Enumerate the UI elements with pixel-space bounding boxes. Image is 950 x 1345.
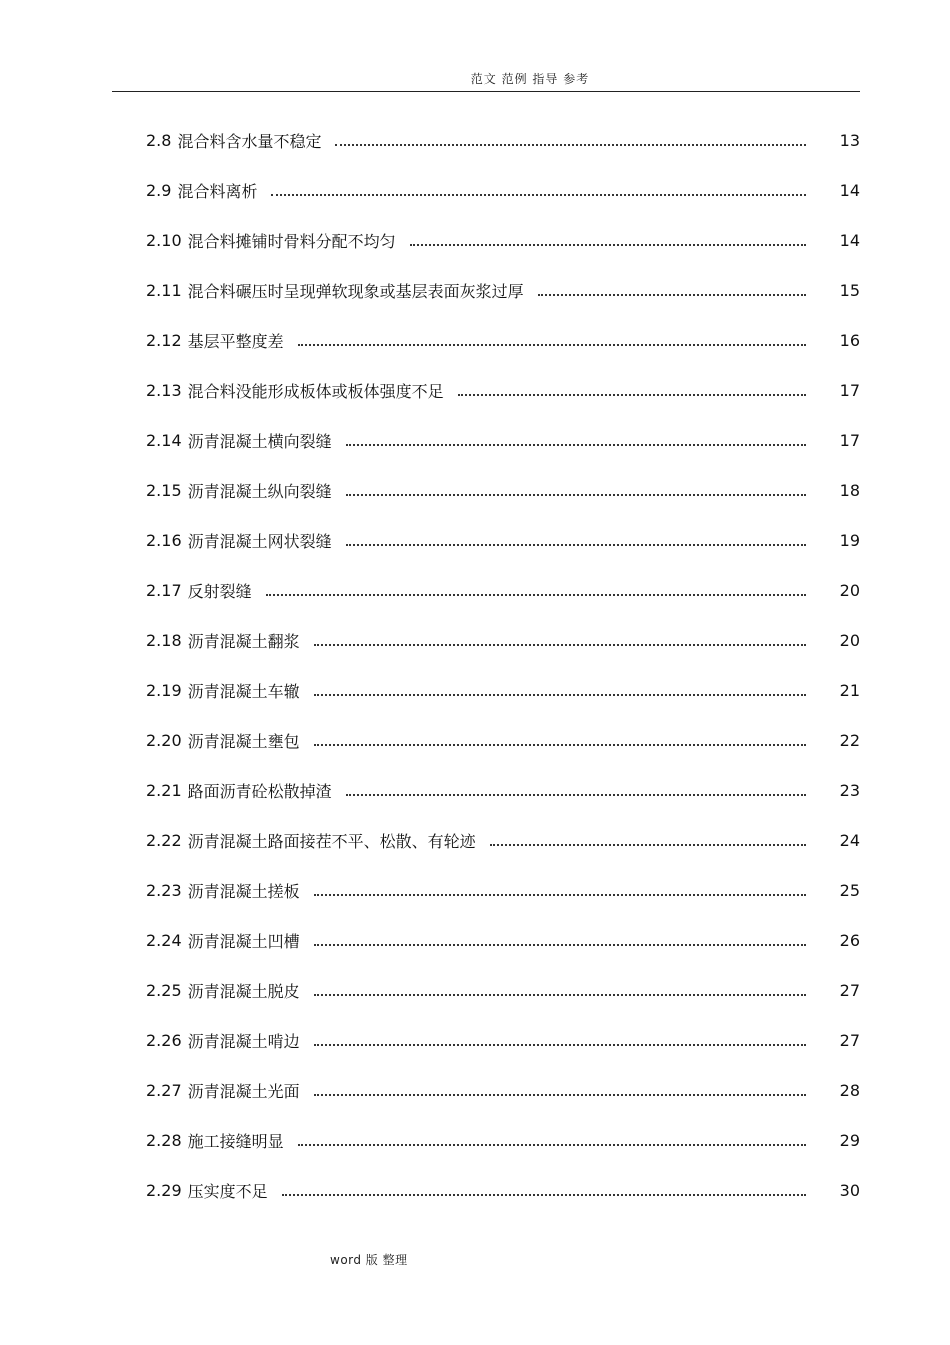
toc-entry[interactable] (146, 915, 860, 965)
toc-dot-leader (346, 544, 806, 546)
toc-entry-page-number: 22 (839, 730, 860, 750)
toc-dot-leader (458, 394, 806, 396)
toc-entry-number: 2.16 (146, 530, 182, 550)
toc-entry[interactable] (146, 465, 860, 515)
toc-entry-number: 2.23 (146, 880, 182, 900)
toc-entry-title: 压实度不足 (187, 1181, 268, 1201)
toc-entry-number: 2.9 (146, 180, 172, 200)
toc-dot-leader (314, 644, 806, 646)
toc-entry-number: 2.25 (146, 980, 182, 1000)
toc-entry-number: 2.8 (146, 130, 172, 150)
table-of-contents (146, 115, 860, 1215)
toc-entry-title: 沥青混凝土啃边 (187, 1031, 300, 1051)
toc-entry[interactable] (146, 865, 860, 915)
toc-entry-title: 沥青混凝土车辙 (187, 681, 300, 701)
toc-entry[interactable] (146, 615, 860, 665)
toc-entry[interactable] (146, 215, 860, 265)
toc-entry[interactable] (146, 365, 860, 415)
toc-dot-leader (314, 994, 806, 996)
toc-entry-title: 混合料碾压时呈现弹软现象或基层表面灰浆过厚 (187, 281, 524, 301)
toc-entry-page-number: 28 (839, 1080, 860, 1100)
toc-dot-leader (346, 444, 806, 446)
toc-entry-title: 反射裂缝 (187, 581, 252, 601)
toc-entry-page-number: 29 (839, 1130, 860, 1150)
toc-entry-title: 沥青混凝土路面接茬不平、松散、有轮迹 (187, 831, 476, 851)
toc-entry[interactable] (146, 815, 860, 865)
header-rule (112, 91, 860, 92)
toc-dot-leader (298, 344, 806, 346)
toc-entry-page-number: 30 (839, 1180, 860, 1200)
toc-entry-title: 基层平整度差 (187, 331, 284, 351)
toc-entry-title: 沥青混凝土凹槽 (187, 931, 300, 951)
toc-entry-number: 2.27 (146, 1080, 182, 1100)
toc-entry-number: 2.22 (146, 830, 182, 850)
toc-dot-leader (346, 494, 806, 496)
toc-dot-leader (314, 944, 806, 946)
toc-entry[interactable] (146, 665, 860, 715)
toc-entry-number: 2.12 (146, 330, 182, 350)
toc-entry-number: 2.26 (146, 1030, 182, 1050)
toc-entry-title: 沥青混凝土搓板 (187, 881, 300, 901)
toc-entry-number: 2.28 (146, 1130, 182, 1150)
toc-dot-leader (314, 1094, 806, 1096)
toc-entry[interactable] (146, 1115, 860, 1165)
toc-entry-number: 2.17 (146, 580, 182, 600)
toc-entry-number: 2.10 (146, 230, 182, 250)
toc-entry[interactable] (146, 265, 860, 315)
toc-entry-number: 2.20 (146, 730, 182, 750)
toc-entry-page-number: 20 (839, 630, 860, 650)
toc-entry-page-number: 26 (839, 930, 860, 950)
toc-entry[interactable] (146, 1065, 860, 1115)
toc-entry-title: 路面沥青砼松散掉渣 (187, 781, 332, 801)
toc-entry-title: 混合料含水量不稳定 (177, 131, 322, 151)
toc-entry[interactable] (146, 965, 860, 1015)
toc-entry-page-number: 16 (839, 330, 860, 350)
toc-entry-title: 沥青混凝土横向裂缝 (187, 431, 332, 451)
toc-entry[interactable] (146, 765, 860, 815)
toc-dot-leader (410, 244, 806, 246)
toc-entry-page-number: 20 (839, 580, 860, 600)
page-footer: word 版 整理 (330, 1253, 408, 1267)
toc-entry-title: 沥青混凝土脱皮 (187, 981, 300, 1001)
toc-entry-page-number: 18 (839, 480, 860, 500)
toc-dot-leader (335, 144, 806, 146)
toc-entry-number: 2.18 (146, 630, 182, 650)
toc-entry-number: 2.19 (146, 680, 182, 700)
toc-entry-page-number: 27 (839, 1030, 860, 1050)
toc-entry-page-number: 27 (839, 980, 860, 1000)
toc-dot-leader (314, 894, 806, 896)
toc-entry-title: 施工接缝明显 (187, 1131, 284, 1151)
toc-entry-page-number: 17 (839, 430, 860, 450)
toc-entry-title: 沥青混凝土壅包 (187, 731, 300, 751)
toc-dot-leader (538, 294, 806, 296)
toc-dot-leader (298, 1144, 806, 1146)
toc-entry-number: 2.11 (146, 280, 182, 300)
page-header: 范文 范例 指导 参考 (470, 72, 590, 86)
toc-dot-leader (314, 694, 806, 696)
toc-entry-page-number: 14 (839, 180, 860, 200)
toc-entry-title: 沥青混凝土纵向裂缝 (187, 481, 332, 501)
toc-entry-page-number: 13 (839, 130, 860, 150)
toc-entry-number: 2.13 (146, 380, 182, 400)
toc-entry-page-number: 24 (839, 830, 860, 850)
toc-entry-page-number: 21 (839, 680, 860, 700)
toc-entry-number: 2.14 (146, 430, 182, 450)
toc-entry-number: 2.21 (146, 780, 182, 800)
toc-dot-leader (271, 194, 806, 196)
toc-entry-title: 沥青混凝土网状裂缝 (187, 531, 332, 551)
toc-entry-title: 混合料离析 (177, 181, 258, 201)
toc-dot-leader (282, 1194, 806, 1196)
toc-entry[interactable] (146, 165, 860, 215)
toc-entry[interactable] (146, 515, 860, 565)
toc-entry[interactable] (146, 565, 860, 615)
toc-entry-title: 沥青混凝土光面 (187, 1081, 300, 1101)
toc-dot-leader (314, 744, 806, 746)
toc-entry[interactable] (146, 1015, 860, 1065)
toc-dot-leader (346, 794, 806, 796)
toc-entry-page-number: 19 (839, 530, 860, 550)
toc-entry-title: 沥青混凝土翻浆 (187, 631, 300, 651)
toc-entry-number: 2.29 (146, 1180, 182, 1200)
toc-entry-page-number: 23 (839, 780, 860, 800)
toc-entry-page-number: 17 (839, 380, 860, 400)
toc-dot-leader (314, 1044, 806, 1046)
toc-dot-leader (490, 844, 806, 846)
toc-entry[interactable] (146, 315, 860, 365)
toc-entry[interactable] (146, 1165, 860, 1215)
toc-entry[interactable] (146, 415, 860, 465)
toc-entry-title: 混合料摊铺时骨料分配不均匀 (187, 231, 396, 251)
toc-entry-page-number: 15 (839, 280, 860, 300)
toc-entry-number: 2.15 (146, 480, 182, 500)
toc-entry[interactable] (146, 715, 860, 765)
toc-entry-page-number: 25 (839, 880, 860, 900)
toc-entry-title: 混合料没能形成板体或板体强度不足 (187, 381, 444, 401)
toc-entry[interactable] (146, 115, 860, 165)
toc-entry-number: 2.24 (146, 930, 182, 950)
toc-entry-page-number: 14 (839, 230, 860, 250)
toc-dot-leader (266, 594, 806, 596)
